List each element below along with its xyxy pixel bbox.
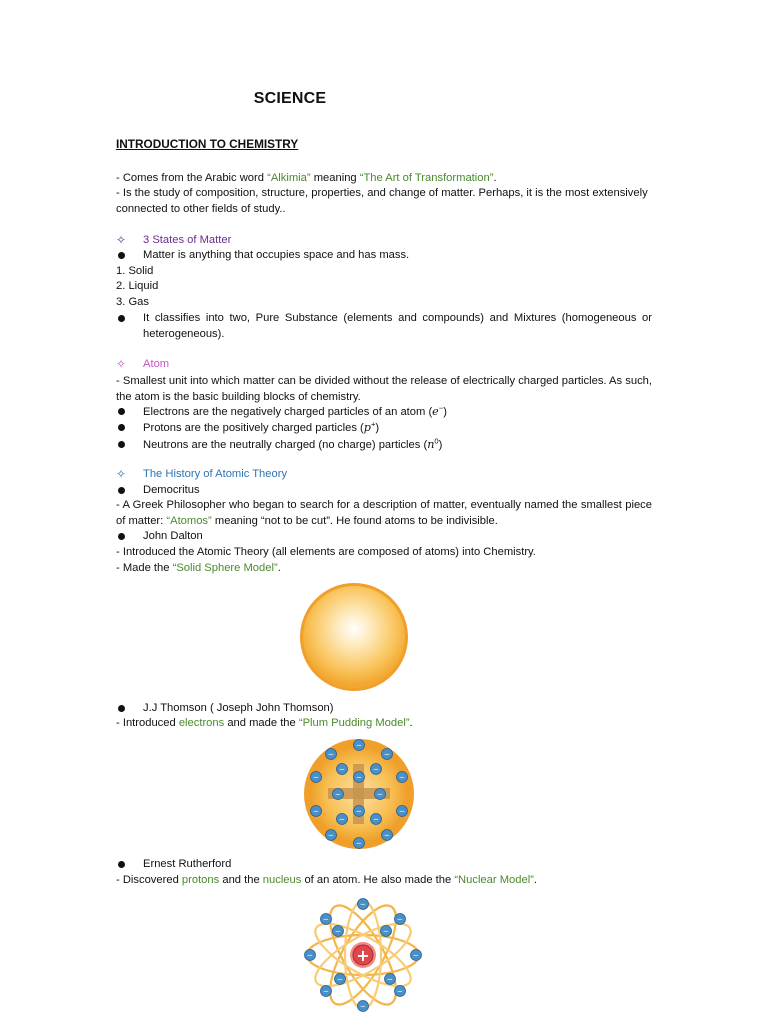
electron-icon xyxy=(371,764,382,775)
bullet-icon xyxy=(118,252,125,259)
dalton-line-2: - Made the “Solid Sphere Model”. xyxy=(116,562,281,574)
electron-icon xyxy=(395,914,406,925)
electron-icon xyxy=(397,806,408,817)
bullet-icon xyxy=(118,487,125,494)
svg-text:−: − xyxy=(356,838,362,848)
svg-text:−: − xyxy=(399,806,405,816)
nuclear-model-image xyxy=(302,897,424,1013)
electron-icon xyxy=(337,814,348,825)
svg-text:−: − xyxy=(413,950,419,960)
bullet-icon xyxy=(118,533,125,540)
document-title: SCIENCE xyxy=(253,90,327,107)
democritus-bullet: Democritus xyxy=(116,483,652,499)
states-bullet-2: It classifies into two, Pure Substance (elements and compounds) and Mixtures (homogeneous or heterogeneous). xyxy=(116,311,652,342)
svg-text:−: − xyxy=(328,830,334,840)
solid-sphere-model-term: “Solid Sphere Model” xyxy=(172,562,278,574)
svg-text:−: − xyxy=(373,764,379,774)
electron-icon xyxy=(333,926,344,937)
electron-icon xyxy=(395,986,406,997)
svg-text:−: − xyxy=(323,914,329,924)
bullet-icon xyxy=(118,408,125,415)
nuclear-model-term: “Nuclear Model” xyxy=(454,874,534,886)
electron-icon xyxy=(321,914,332,925)
protons-bullet: Protons are the positively charged particles (p+) xyxy=(116,420,652,437)
electron-icon xyxy=(371,814,382,825)
svg-text:−: − xyxy=(356,772,362,782)
electron-icon xyxy=(326,830,337,841)
electron-icon xyxy=(333,789,344,800)
svg-text:−: − xyxy=(360,899,366,909)
electron-icon xyxy=(354,772,365,783)
svg-text:−: − xyxy=(377,789,383,799)
protons-term: protons xyxy=(181,874,220,886)
atom-section-heading: ✧ Atom xyxy=(116,357,170,371)
intro-line-1: - Comes from the Arabic word “Alkimia” meaning “The Art of Transformation”. xyxy=(116,172,497,184)
history-section-heading: ✧ The History of Atomic Theory xyxy=(116,467,288,481)
democritus-description: - A Greek Philosopher who began to search for a description of matter, eventually named the smallest piece of matter: “Atomos” meaning “not to be cut”. He found atoms to be indivisible. xyxy=(116,499,652,527)
svg-text:−: − xyxy=(323,986,329,996)
electron-icon xyxy=(358,899,369,910)
electron-icon xyxy=(326,749,337,760)
electron-icon xyxy=(305,950,316,961)
proton-plus-icon: + xyxy=(356,946,370,965)
sparkle-icon: ✧ xyxy=(116,233,127,247)
atom-description: - Smallest unit into which matter can be divided without the release of electrically charged particles. As such, the atom is the basic building blocks of chemistry. xyxy=(116,375,652,403)
svg-text:−: − xyxy=(339,814,345,824)
thomson-line: - Introduced electrons and made the “Plum Pudding Model”. xyxy=(116,717,413,729)
electron-icon xyxy=(354,740,365,751)
svg-text:−: − xyxy=(384,749,390,759)
sparkle-icon: ✧ xyxy=(116,357,127,371)
electron-icon xyxy=(311,806,322,817)
svg-text:−: − xyxy=(356,806,362,816)
alkimia-term: “Alkimia” xyxy=(267,172,311,184)
neutrons-bullet: Neutrons are the neutrally charged (no charge) particles $(n^0)$ xyxy=(116,437,652,454)
electron-icon xyxy=(381,926,392,937)
states-section-heading: ✧ 3 States of Matter xyxy=(116,233,232,247)
electron-icon xyxy=(382,830,393,841)
svg-text:−: − xyxy=(335,926,341,936)
sparkle-icon: ✧ xyxy=(116,467,127,481)
electron-icon xyxy=(397,772,408,783)
svg-text:−: − xyxy=(360,1001,366,1011)
electron-icon xyxy=(375,789,386,800)
states-bullet-1: Matter is anything that occupies space and has mass. xyxy=(116,248,652,264)
art-of-transformation-term: “The Art of Transformation” xyxy=(359,172,494,184)
svg-text:−: − xyxy=(397,914,403,924)
thomson-bullet: J.J Thomson ( Joseph John Thomson) xyxy=(116,701,652,717)
electron-icon xyxy=(411,950,422,961)
state-item-solid: 1. Solid xyxy=(116,265,154,277)
state-item-gas: 3. Gas xyxy=(116,296,149,308)
electrons-term: electrons xyxy=(178,717,225,729)
electron-icon xyxy=(358,1001,369,1012)
rutherford-line: - Discovered protons and the nucleus of an atom. He also made the “Nuclear Model”. xyxy=(116,874,538,886)
bullet-icon xyxy=(118,315,125,322)
svg-text:−: − xyxy=(328,749,334,759)
svg-text:−: − xyxy=(339,764,345,774)
state-item-liquid: 2. Liquid xyxy=(116,280,159,292)
electron-icon xyxy=(321,986,332,997)
rutherford-bullet: Ernest Rutherford xyxy=(116,857,652,873)
svg-text:−: − xyxy=(399,772,405,782)
electron-icon xyxy=(354,838,365,849)
intro-heading: INTRODUCTION TO CHEMISTRY xyxy=(116,137,299,151)
bullet-icon xyxy=(118,705,125,712)
plum-pudding-model-term: “Plum Pudding Model” xyxy=(298,717,410,729)
electron-icon xyxy=(311,772,322,783)
electron-icon xyxy=(382,749,393,760)
electron-icon xyxy=(335,974,346,985)
svg-text:−: − xyxy=(313,772,319,782)
atomos-term: “Atomos” xyxy=(166,514,212,527)
plum-pudding-model-image xyxy=(302,737,418,851)
bullet-icon xyxy=(118,441,125,448)
svg-text:−: − xyxy=(337,974,343,984)
svg-text:−: − xyxy=(335,789,341,799)
dalton-line-1: - Introduced the Atomic Theory (all elements are composed of atoms) into Chemistry. xyxy=(116,546,536,558)
svg-text:−: − xyxy=(307,950,313,960)
electron-icon xyxy=(337,764,348,775)
dalton-bullet: John Dalton xyxy=(116,529,652,545)
svg-text:−: − xyxy=(313,806,319,816)
electron-icon xyxy=(354,806,365,817)
bullet-icon xyxy=(118,861,125,868)
electrons-bullet: Electrons are the negatively charged particles of an atom (e−) xyxy=(116,404,652,421)
svg-text:−: − xyxy=(383,926,389,936)
bullet-icon xyxy=(118,424,125,431)
nucleus-term: nucleus xyxy=(262,874,302,886)
intro-line-2: - Is the study of composition, structure, properties, and change of matter. Perhaps, it is the most extensively connected to other fields of study.. xyxy=(116,187,648,215)
electron-icon xyxy=(385,974,396,985)
svg-text:−: − xyxy=(387,974,393,984)
svg-text:−: − xyxy=(384,830,390,840)
svg-text:−: − xyxy=(397,986,403,996)
solid-sphere-model-image xyxy=(296,582,412,692)
svg-text:−: − xyxy=(373,814,379,824)
svg-text:−: − xyxy=(356,740,362,750)
